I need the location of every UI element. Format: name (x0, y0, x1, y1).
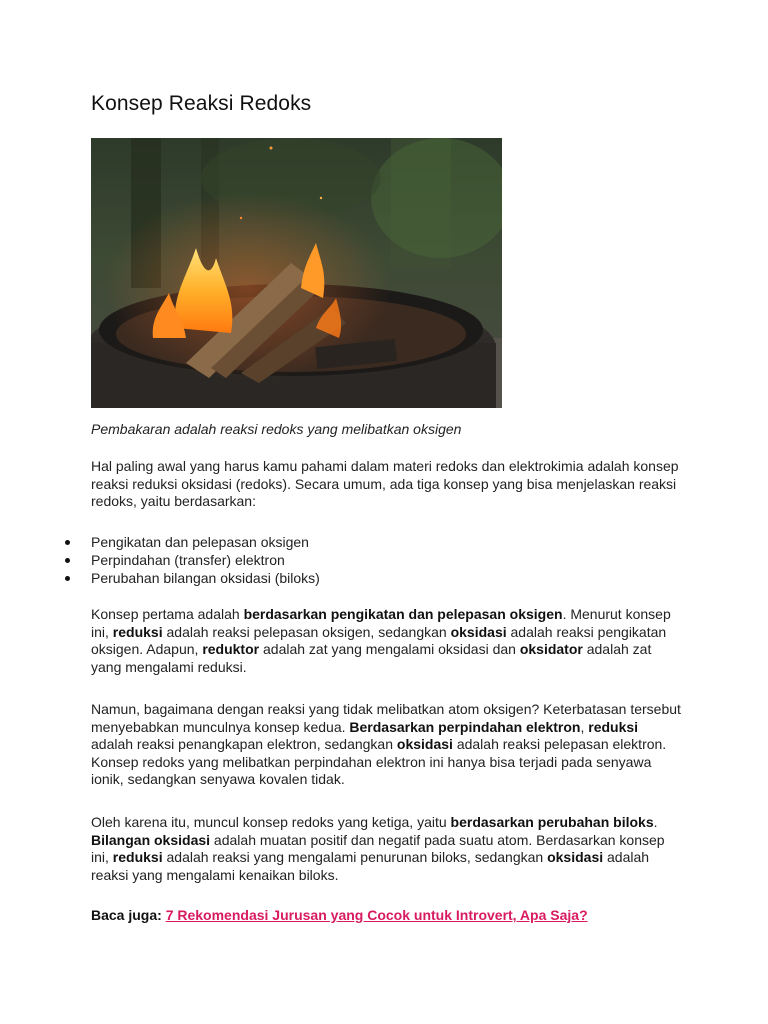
list-item: Perubahan bilangan oksidasi (biloks) (63, 569, 320, 587)
intro-paragraph: Hal paling awal yang harus kamu pahami dalam materi redoks dan elektrokimia adalah konsep reaksi reduksi oksidasi (redoks). Secara umum, ada tiga konsep yang bisa menjelaskan reaksi redoks, yaitu berdasarkan: (91, 458, 679, 509)
read-also-link[interactable]: 7 Rekomendasi Jurusan yang Cocok untuk Introvert, Apa Saja? (165, 907, 588, 923)
read-also (91, 907, 588, 923)
paragraph-concept-1: Konsep pertama adalah berdasarkan pengikatan dan pelepasan oksigen. Menurut konsep ini, reduksi adalah reaksi pelepasan oksigen, sedangkan oksidasi adalah reaksi pengikatan oksigen. Adapun, reduktor adalah zat yang mengalami oksidasi dan oksidator adalah zat yang mengalami reduksi. (91, 606, 671, 675)
concept-list (63, 533, 320, 587)
read-also-label: Baca juga: (91, 907, 162, 923)
paragraph-concept-3: Oleh karena itu, muncul konsep redoks yang ketiga, yaitu berdasarkan perubahan biloks. Bilangan oksidasi adalah muatan positif dan negatif pada suatu atom. Berdasarkan konsep ini, reduksi adalah reaksi yang mengalami penurunan biloks, sedangkan oksidasi adalah reaksi yang mengalami kenaikan biloks. (91, 814, 665, 883)
paragraph-concept-2: Namun, bagaimana dengan reaksi yang tidak melibatkan atom oksigen? Keterbatasan tersebut menyebabkan munculnya konsep kedua. Berdasarkan perpindahan elektron, reduksi adalah reaksi penangkapan elektron, sedangkan oksidasi adalah reaksi pelepasan elektron. Konsep redoks yang melibatkan perpindahan elektron ini hanya bisa terjadi pada senyawa ionik, sedangkan senyawa kovalen tidak. (91, 701, 681, 787)
list-item: Pengikatan dan pelepasan oksigen (63, 533, 320, 551)
article-title: Konsep Reaksi Redoks (91, 92, 312, 115)
list-item: Perpindahan (transfer) elektron (63, 551, 320, 569)
image-caption: Pembakaran adalah reaksi redoks yang melibatkan oksigen (91, 421, 462, 437)
campfire-photo (91, 138, 502, 408)
